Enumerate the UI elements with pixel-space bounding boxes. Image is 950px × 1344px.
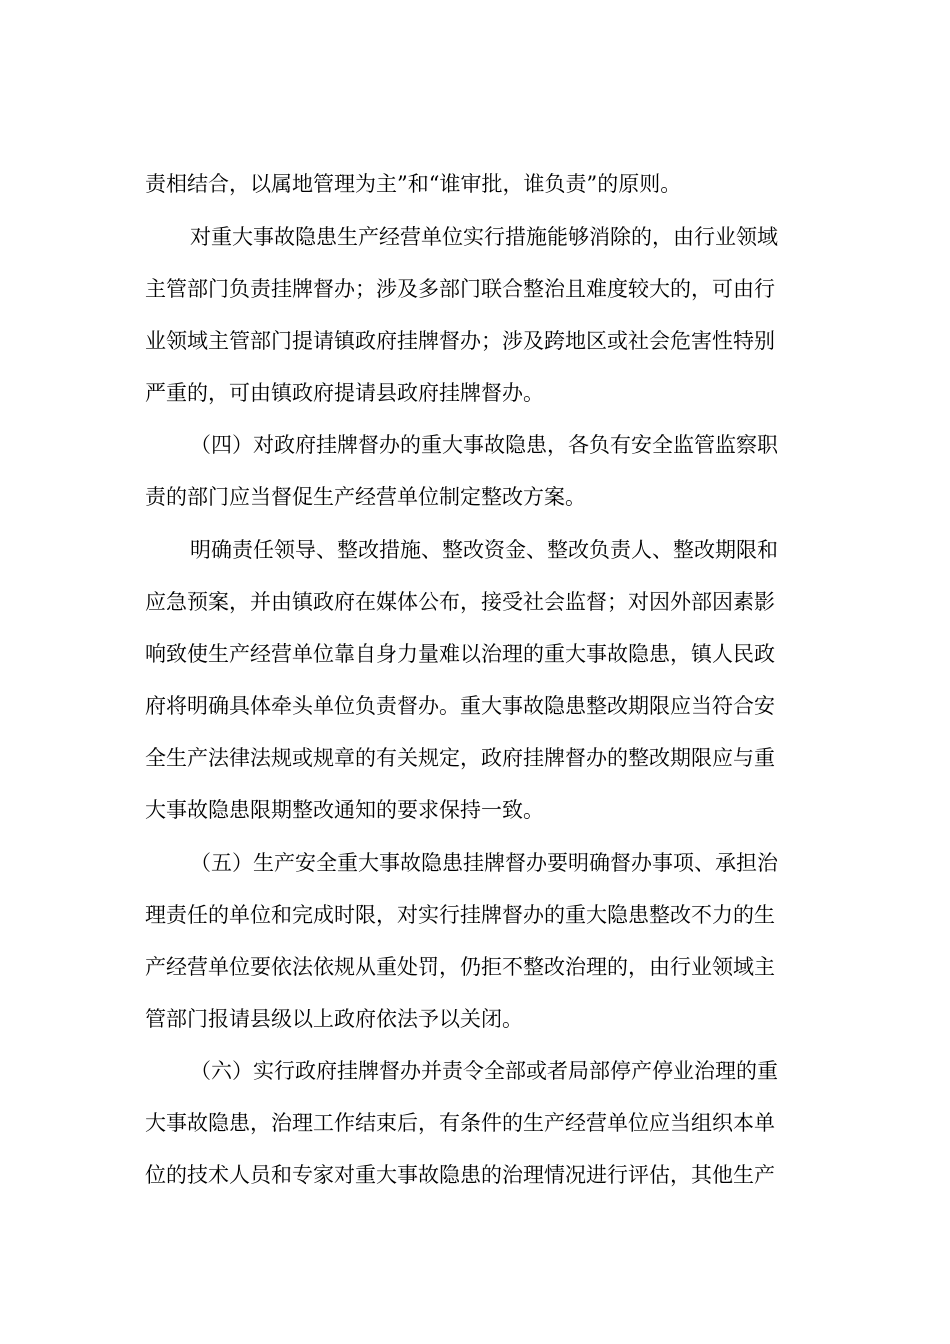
text-line: 管部门报请县级以上政府依法予以关闭。 bbox=[145, 1007, 523, 1031]
text-line: 位的技术人员和专家对重大事故隐患的治理情况进行评估，其他生产 bbox=[145, 1163, 775, 1187]
text-line: 理责任的单位和完成时限，对实行挂牌督办的重大隐患整改不力的生 bbox=[145, 903, 775, 927]
text-line: 明确责任领导、整改措施、整改资金、整改负责人、整改期限和 bbox=[190, 538, 778, 562]
text-line: 责的部门应当督促生产经营单位制定整改方案。 bbox=[145, 485, 586, 509]
text-line: 应急预案，并由镇政府在媒体公布，接受社会监督；对因外部因素影 bbox=[145, 590, 775, 614]
text-line: 责相结合，以属地管理为主”和“谁审批，谁负责”的原则。 bbox=[145, 172, 682, 196]
text-line: 严重的，可由镇政府提请县政府挂牌督办。 bbox=[145, 381, 544, 405]
text-line: 府将明确具体牵头单位负责督办。重大事故隐患整改期限应当符合安 bbox=[145, 694, 775, 718]
text-line: （五）生产安全重大事故隐患挂牌督办要明确督办事项、承担治 bbox=[190, 851, 778, 875]
text-line: 大事故隐患，治理工作结束后，有条件的生产经营单位应当组织本单 bbox=[145, 1111, 775, 1135]
text-line: 主管部门负责挂牌督办；涉及多部门联合整治且难度较大的，可由行 bbox=[145, 277, 775, 301]
text-line: 全生产法律法规或规章的有关规定，政府挂牌督办的整改期限应与重 bbox=[145, 746, 775, 770]
text-line: （六）实行政府挂牌督办并责令全部或者局部停产停业治理的重 bbox=[190, 1059, 778, 1083]
text-line: 大事故隐患限期整改通知的要求保持一致。 bbox=[145, 798, 544, 822]
text-line: 业领域主管部门提请镇政府挂牌督办；涉及跨地区或社会危害性特别 bbox=[145, 329, 775, 353]
text-line: 对重大事故隐患生产经营单位实行措施能够消除的，由行业领域 bbox=[190, 225, 778, 249]
text-line: 产经营单位要依法依规从重处罚，仍拒不整改治理的，由行业领域主 bbox=[145, 955, 775, 979]
text-line: （四）对政府挂牌督办的重大事故隐患，各负有安全监管监察职 bbox=[190, 433, 778, 457]
text-line: 响致使生产经营单位靠自身力量难以治理的重大事故隐患，镇人民政 bbox=[145, 642, 775, 666]
